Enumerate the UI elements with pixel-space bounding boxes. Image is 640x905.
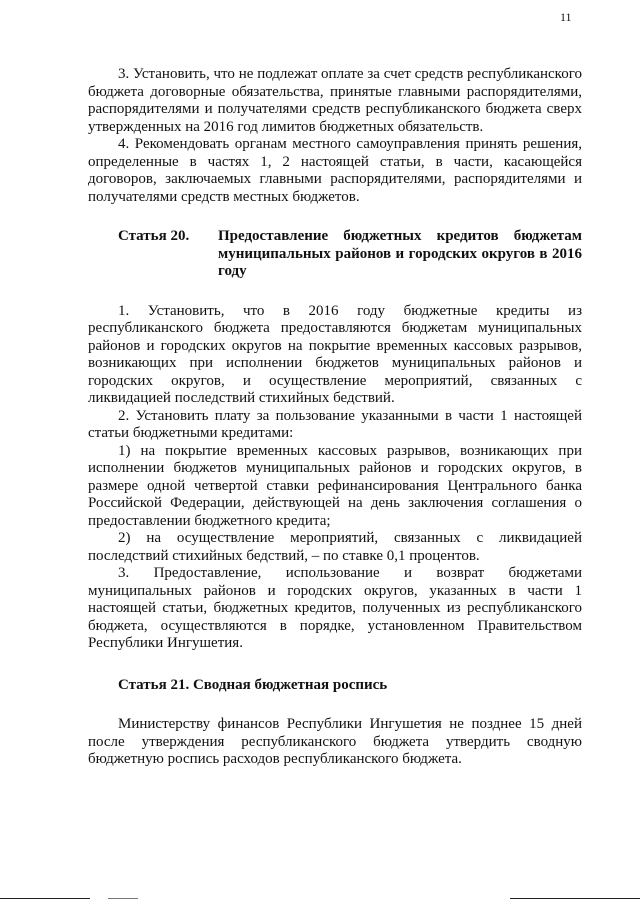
- paragraph-4: 4. Рекомендовать органам местного самоуправления принять решения, определенные в частях 1, 2 настоящей статьи, в части, касающейся договоров, заключаемых главными распорядителями, распорядителями и получателями средств местных бюджетов.: [88, 136, 582, 205]
- article-20-heading: [88, 228, 582, 281]
- footer-scan-line-mid: [108, 898, 138, 899]
- paragraph-3: 3. Установить, что не подлежат оплате за счет средств республиканского бюджета договорные обязательства, принятые главными распорядителями, распорядителями и получателями средств республиканского бюджета сверх утвержденных на 2016 год лимитов бюджетных обязательств.: [88, 66, 582, 135]
- document-body: [88, 66, 582, 769]
- article-20-paragraph-2: 2. Установить плату за пользование указанными в части 1 настоящей статьи бюджетными кредитами:: [88, 407, 582, 441]
- article-20-paragraph-2-item-2: 2) на осуществление мероприятий, связанных с ликвидацией последствий стихийных бедствий, – по ставке 0,1 процентов.: [88, 530, 582, 564]
- article-20-title: Предоставление бюджетных кредитов бюджетам муниципальных районов и городских округов в 2016 году: [218, 228, 582, 279]
- page-number: 11: [560, 10, 572, 24]
- article-20-paragraph-3: 3. Предоставление, использование и возврат бюджетами муниципальных районов и городских округов, указанных в части 1 настоящей статьи, бюджетных кредитов, полученных из республиканского бюджета, осуществляются в порядке, установленном Правительством Республики Ингушетия.: [88, 565, 582, 651]
- article-20-number: Статья 20.: [118, 228, 190, 244]
- article-21-paragraph-1: Министерству финансов Республики Ингушетия не позднее 15 дней после утверждения республиканского бюджета утвердить сводную бюджетную роспись расходов республиканского бюджета.: [88, 716, 582, 767]
- footer-scan-line-left: [0, 898, 90, 899]
- article-20-paragraph-1: 1. Установить, что в 2016 году бюджетные кредиты из республиканского бюджета предоставляются бюджетам муниципальных районов и городских округов на покрытие временных кассовых разрывов, возникающих при исполнении бюджетов муниципальных районов и городских округов, и осуществление мероприятий, связанных с ликвидацией последствий стихийных бедствий.: [88, 302, 582, 406]
- article-20-paragraph-2-item-1: 1) на покрытие временных кассовых разрывов, возникающих при исполнении бюджетов муниципальных районов и городских округов, в размере одной четвертой ставки рефинансирования Центрального банка Российской Федерации, действующей на день заключения соглашения о предоставлении бюджетного кредита;: [88, 442, 582, 529]
- article-21-heading: Статья 21. Сводная бюджетная роспись: [118, 676, 388, 693]
- footer-scan-line-right: [510, 898, 640, 899]
